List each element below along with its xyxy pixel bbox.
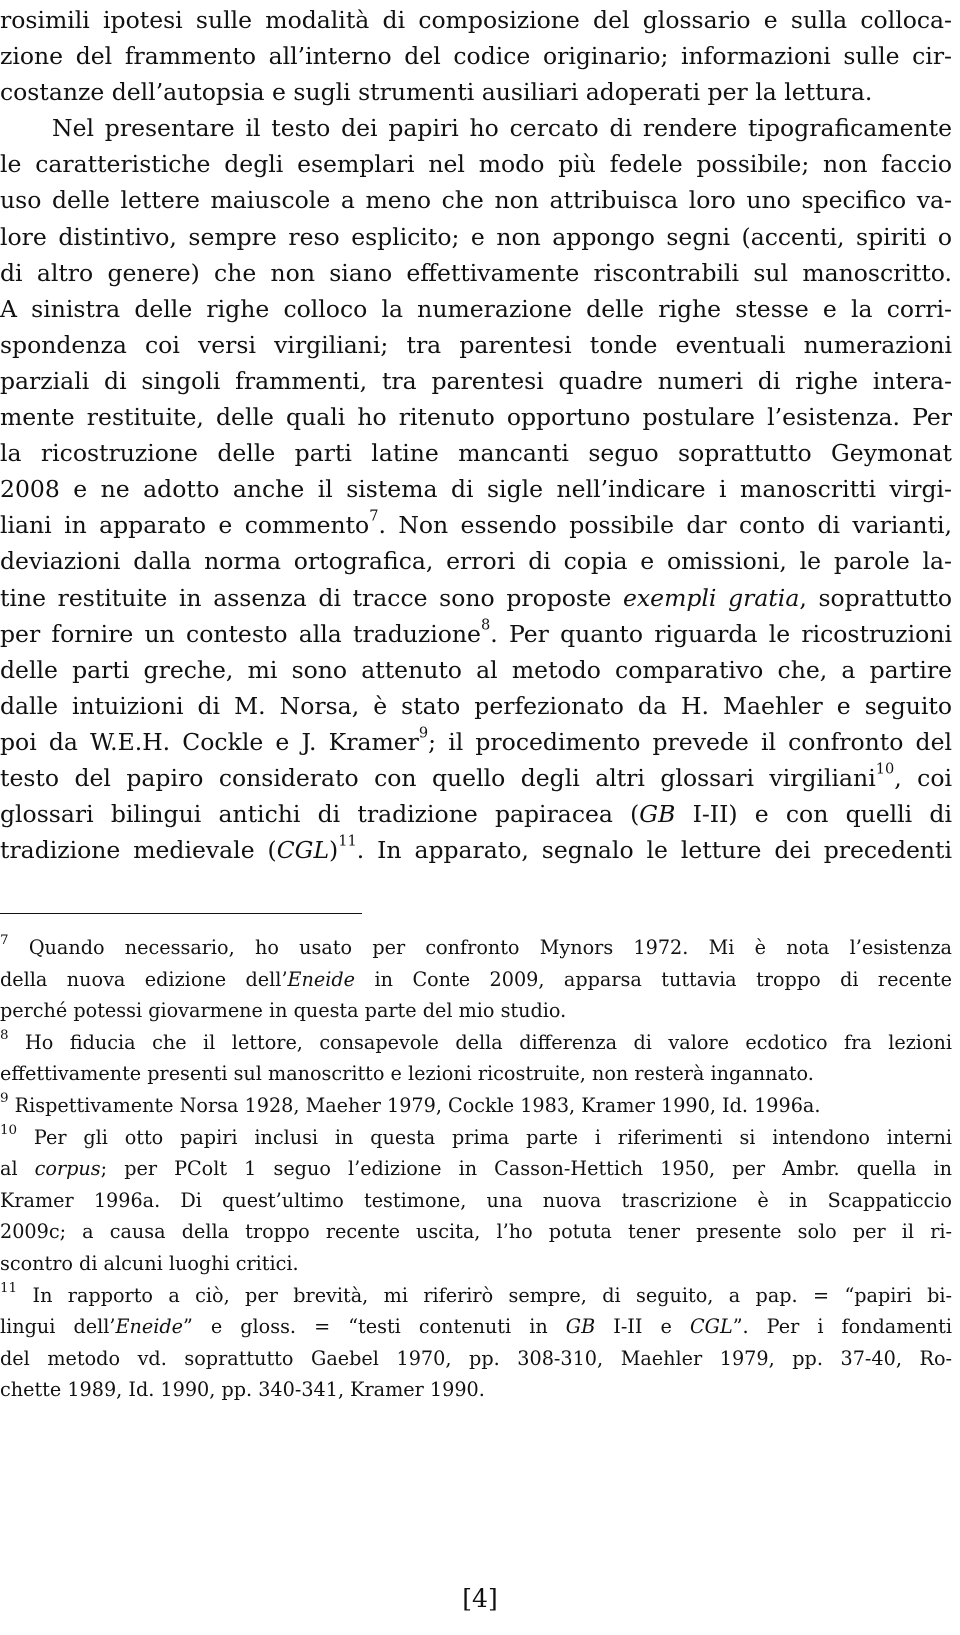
text-run: Per gli otto papiri inclusi in questa prima parte i riferimenti si intendono interni [17,1125,952,1149]
text-line [0,616,952,652]
text-line: A sinistra delle righe colloco la numerazione delle righe stesse e la corri- [0,294,952,323]
text-line: parziali di singoli frammenti, tra parentesi quadre numeri di righe intera- [0,366,952,395]
footnote-ref-11[interactable]: 11 [338,832,357,850]
footnote-separator [0,913,362,914]
italic-word: corpus [34,1157,101,1181]
footnote-number: 11 [0,1280,18,1296]
footnote-number: 9 [0,1090,9,1106]
text-run: lingui dell’ [0,1315,116,1339]
footnote-line: chette 1989, Id. 1990, pp. 340-341, Kramer 1990. [0,1378,485,1402]
footnote-7 [0,932,952,964]
text-run: tine restituite in assenza di tracce sono proposte [0,583,623,612]
italic-title: Eneide [287,967,356,991]
text-run: , soprattutto [799,583,953,612]
text-run: testo del papiro considerato con quello degli altri glossari virgiliani [0,763,876,792]
text-run: tradizione medievale ( [0,836,277,865]
text-run: ” e gloss. = “testi contenuti in [182,1315,566,1339]
footnote-ref-7[interactable]: 7 [369,507,379,525]
text-run: In rapporto a ciò, per brevità, mi riferirò sempre, di seguito, a pap. = “papiri bi- [17,1283,952,1307]
text-run: I-II e [595,1315,690,1339]
text-line: la ricostruzione delle parti latine mancanti seguo soprattutto Geymonat [0,439,952,468]
footnote-line: effettivamente presenti sul manoscritto e lezioni ricostruite, non resterà ingannato. [0,1062,814,1086]
text-line [0,507,952,543]
italic-title: Eneide [115,1315,183,1339]
footnote-9 [0,1090,952,1122]
footnote-number: 8 [0,1027,9,1043]
text-run: in Conte 2009, apparsa tuttavia troppo di recente [355,967,952,991]
text-line: uso delle lettere maiuscole a meno che non attribuisca loro uno specifico va- [0,186,952,215]
text-run: I-II) e con quelli di [675,800,952,829]
footnote-line: perché potessi giovarmene in questa parte del mio studio. [0,999,567,1023]
text-line [0,580,952,616]
footnote-ref-8[interactable]: 8 [480,616,491,634]
footnote-10 [0,1122,952,1154]
footnote-line: Kramer 1996a. Di quest’ultimo testimone, una nuova trascrizione è in Scappaticcio [0,1188,952,1212]
footnote-line [0,1311,952,1343]
text-line: rosimili ipotesi sulle modalità di composizione del glossario e sulla colloca- [0,6,952,34]
text-run: . Per quanto riguarda le ricostruzioni [490,619,952,648]
text-line: Nel presentare il testo dei papiri ho cercato di rendere tipograficamente [52,114,952,143]
text-line: 2008 e ne adotto anche il sistema di sigle nell’indicare i manoscritti virgi- [0,475,952,504]
text-run: ; il procedimento prevede il confronto del [428,727,953,756]
italic-abbrev: CGL [276,836,330,865]
text-line: deviazioni dalla norma ortografica, errori di copia e omissioni, le parole la- [0,547,952,576]
text-line: costanze dell’autopsia e sugli strumenti ausiliari adoperati per la lettura. [0,78,873,107]
text-line: spondenza coi versi virgiliani; tra parentesi tonde eventuali numerazioni [0,330,952,359]
text-run: Quando necessario, ho usato per confronto Mynors 1972. Mi è nota l’esistenza [8,936,952,959]
footnote-line: 2009c; a causa della troppo recente uscita, l’ho potuta tener presente solo per il ri- [0,1220,952,1244]
text-run: ; per PColt 1 seguo l’edizione in Casson-Hettich 1950, per Ambr. quella in [100,1157,952,1181]
text-line: zione del frammento all’interno del codice originario; informazioni sulle cir- [0,42,952,71]
body-text [0,2,952,868]
footnotes [0,932,952,1406]
text-run: , coi [894,763,953,792]
text-run: al [0,1157,35,1181]
text-line [0,796,952,832]
text-run: . Non essendo possibile dar conto di varianti, [378,511,952,540]
text-line: mente restituite, delle quali ho ritenuto opportuno postulare l’esistenza. Per [0,403,952,432]
text-run: ”. Per i fondamenti [732,1315,953,1339]
footnote-number: 7 [0,932,9,948]
footnote-number: 10 [0,1122,18,1138]
text-run: poi da W.E.H. Cockle e J. Kramer [0,727,419,756]
footnote-ref-9[interactable]: 9 [418,724,429,742]
text-run: Rispettivamente Norsa 1928, Maeher 1979, Cockle 1983, Kramer 1990, Id. 1996a. [8,1093,821,1117]
footnote-line [0,964,952,996]
text-line: di altro genere) che non siano effettivamente riscontrabili sul manoscritto. [0,258,952,287]
footnote-ref-10[interactable]: 10 [875,760,895,778]
footnote-line [0,1153,952,1185]
text-line: lore distintivo, sempre reso esplicito; e non appongo segni (accenti, spiriti o [0,222,952,251]
text-line [0,832,952,868]
text-line: delle parti greche, mi sono attenuto al metodo comparativo che, a partire [0,655,952,684]
text-run: Ho fiducia che il lettore, consapevole della differenza di valore ecdotico fra lezioni [8,1030,952,1054]
italic-abbrev: CGL [689,1315,733,1339]
footnote-line: scontro di alcuni luoghi critici. [0,1251,299,1275]
footnote-11 [0,1280,952,1312]
text-run: glossari bilingui antichi di tradizione papiracea ( [0,800,640,829]
text-line: le caratteristiche degli esemplari nel modo più fedele possibile; non faccio [0,150,952,179]
text-line [0,724,952,760]
text-run: della nuova edizione dell’ [0,967,288,991]
italic-phrase: exempli gratia [623,583,800,612]
footnote-8 [0,1027,952,1059]
text-line: dalle intuizioni di M. Norsa, è stato perfezionato da H. Maehler e seguito [0,691,952,720]
italic-abbrev: GB [639,800,676,829]
text-line [0,760,952,796]
text-run: ) [329,836,339,865]
italic-abbrev: GB [565,1315,596,1339]
text-run: per fornire un contesto alla traduzione [0,619,481,648]
footnote-line: del metodo vd. soprattutto Gaebel 1970, pp. 308-310, Maehler 1979, pp. 37-40, Ro- [0,1346,952,1370]
text-run: liani in apparato e commento [0,511,370,540]
text-run: . In apparato, segnalo le letture dei precedenti [356,836,952,865]
page-number: [4] [462,1584,498,1613]
